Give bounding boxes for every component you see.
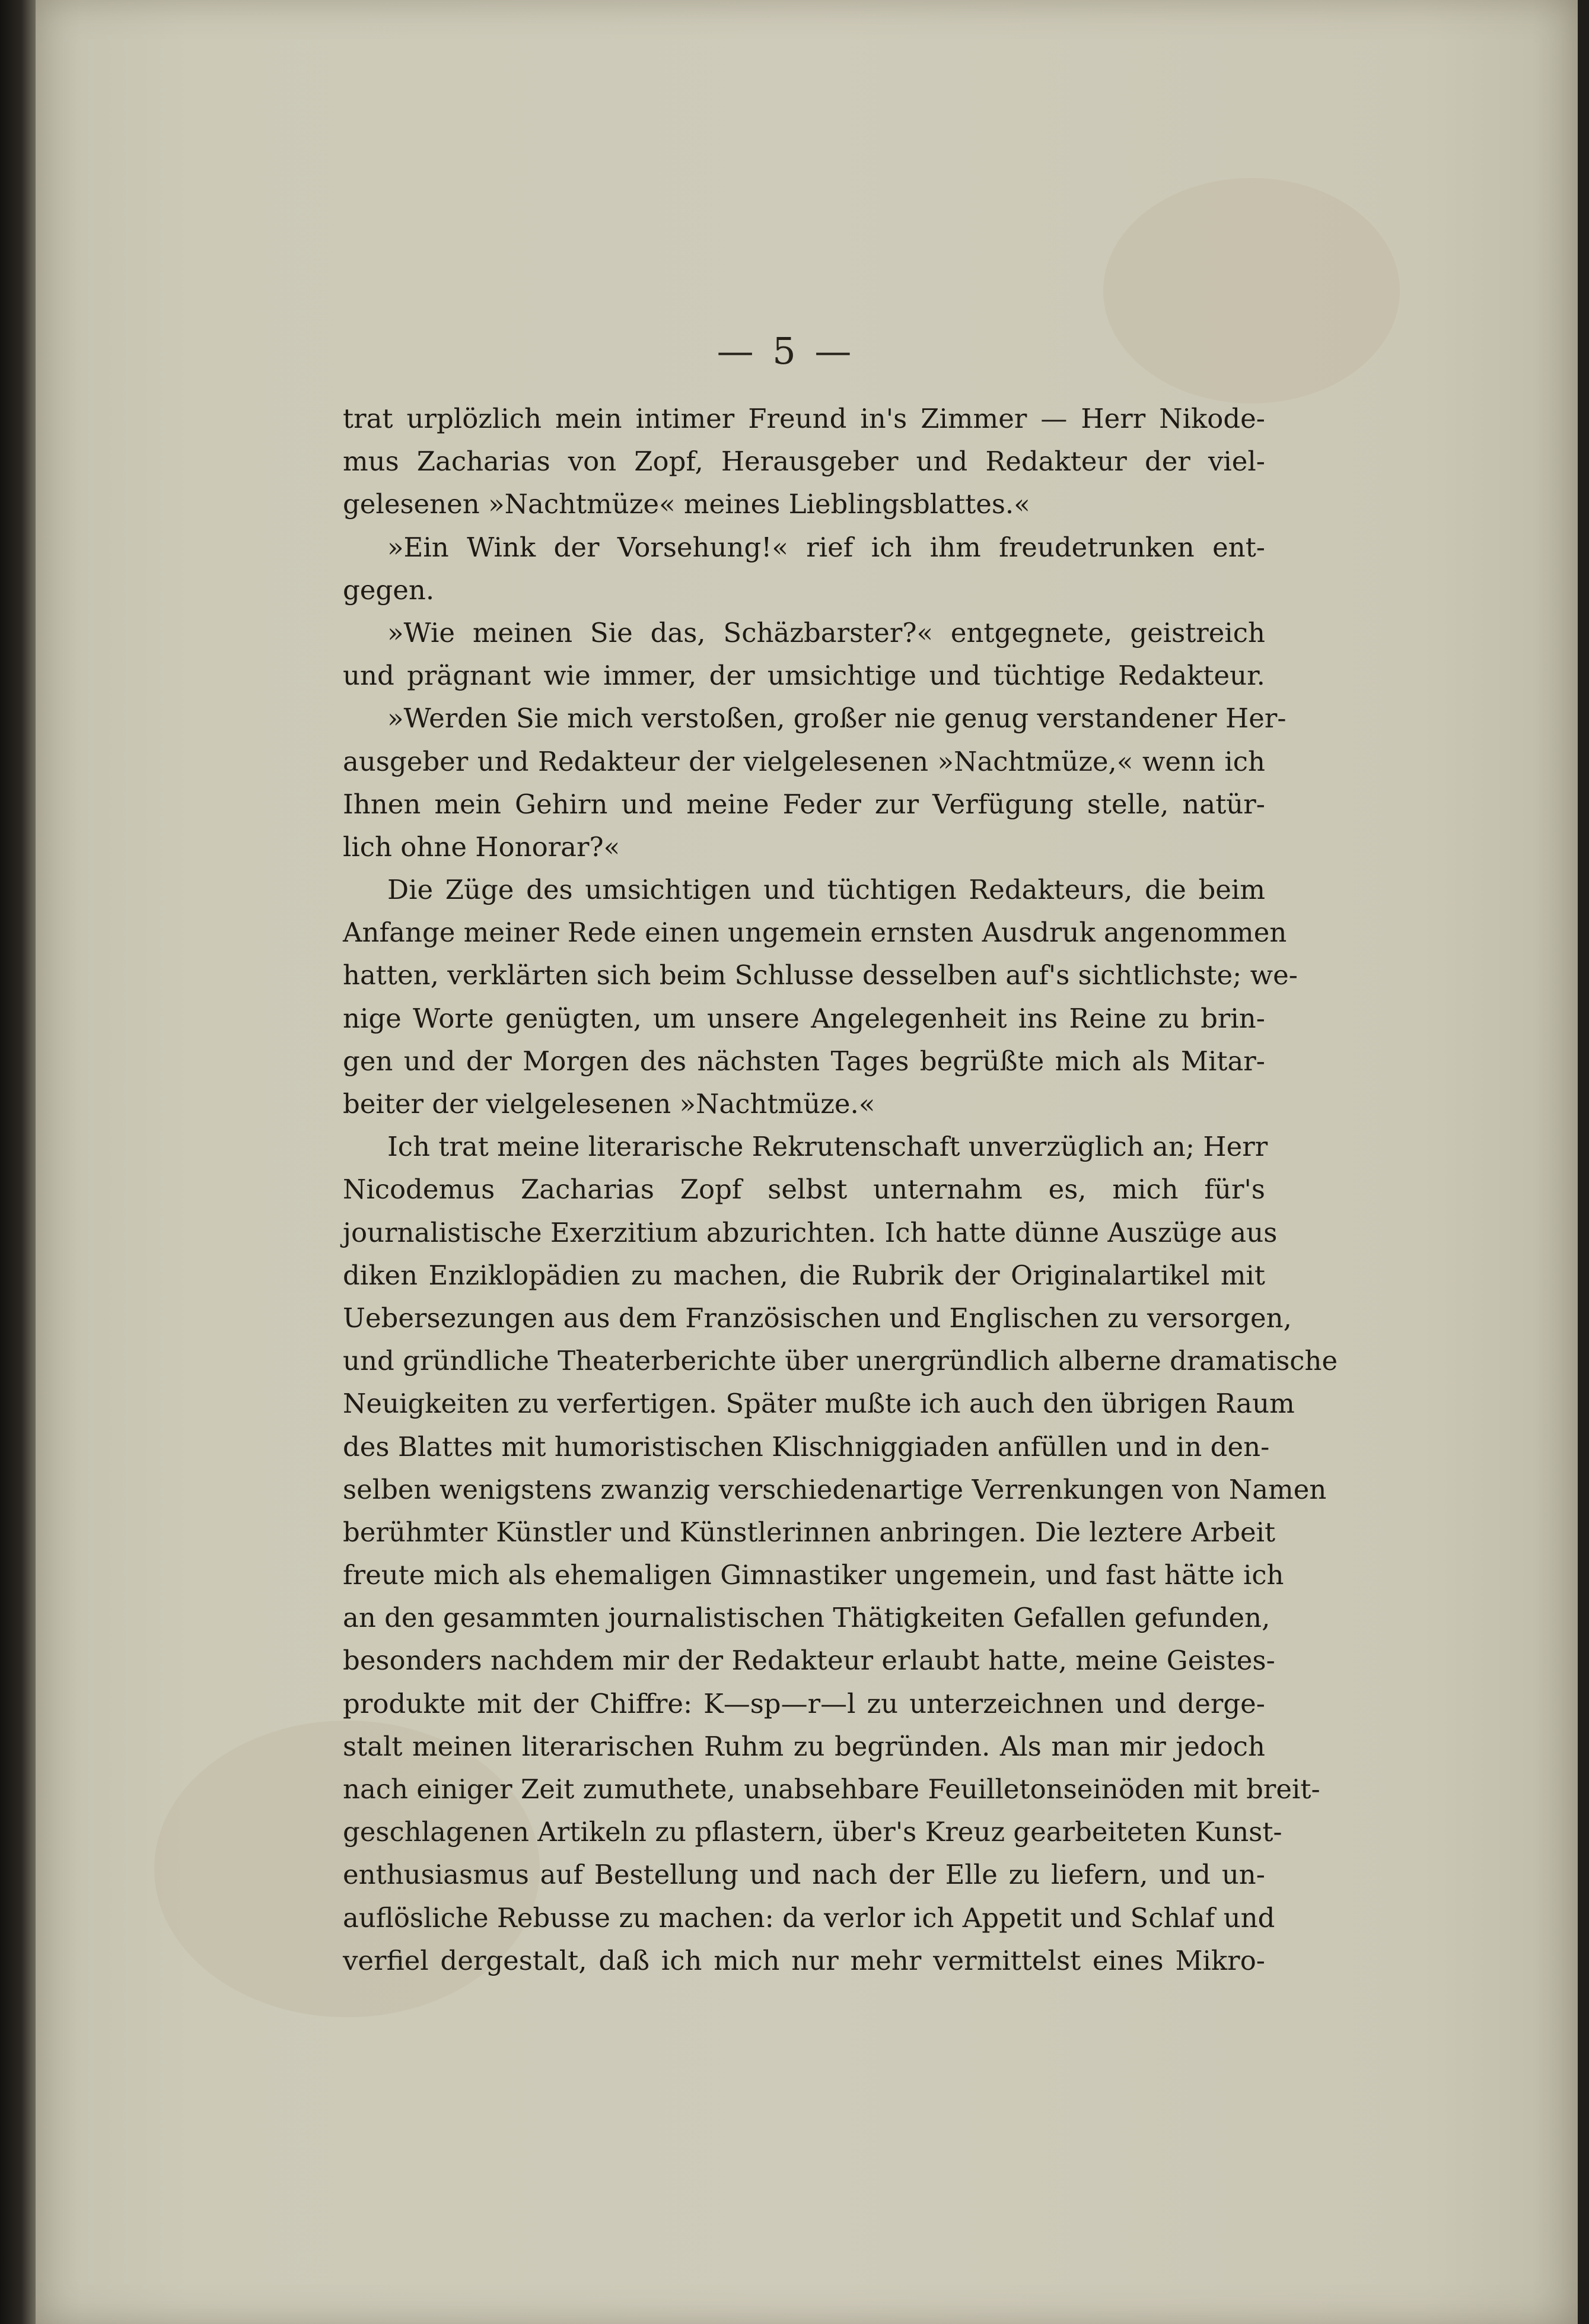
text-line: und gründliche Theaterberichte über unergründlich alberne dramatische (343, 1345, 1338, 1377)
text-line: nach einiger Zeit zumuthete, unabsehbare Feuilletonseinöden mit breit- (343, 1773, 1320, 1805)
text-line: Anfange meiner Rede einen ungemein ernsten Ausdruk angenommen (343, 917, 1287, 949)
body-text (343, 398, 1338, 1982)
text-line: an den gesammten journalistischen Thätigkeiten Gefallen gefunden, (343, 1602, 1270, 1634)
text-line: selben wenigstens zwanzig verschiedenartige Verrenkungen von Namen (343, 1473, 1327, 1505)
text-line: freute mich als ehemaligen Gimnastiker ungemein, und fast hätte ich (343, 1559, 1284, 1591)
text-line: hatten, verklärten sich beim Schlusse desselben auf's sichtlichste; we- (343, 959, 1298, 991)
text-line: produkte mit der Chiffre: K—sp—r—l zu unterzeichnen und derge- (343, 1687, 1265, 1719)
text-line: gegen. (343, 574, 435, 606)
text-line: Uebersezungen aus dem Französischen und Englischen zu versorgen, (343, 1302, 1292, 1334)
text-line: Ich trat meine literarische Rekrutenschaft unverzüglich an; Herr (387, 1131, 1268, 1163)
text-line: lich ohne Honorar?« (343, 831, 620, 863)
text-line: enthusiasmus auf Bestellung und nach der Elle zu liefern, und un- (343, 1859, 1265, 1891)
text-line: geschlagenen Artikeln zu pflastern, über's Kreuz gearbeiteten Kunst- (343, 1816, 1282, 1848)
text-line: Die Züge des umsichtigen und tüchtigen Redakteurs, die beim (387, 874, 1265, 906)
text-line: nige Worte genügten, um unsere Angelegenheit ins Reine zu brin- (343, 1002, 1265, 1034)
text-line: mus Zacharias von Zopf, Herausgeber und Redakteur der viel- (343, 446, 1265, 478)
text-line: diken Enziklopädien zu machen, die Rubrik der Originalartikel mit (343, 1259, 1265, 1291)
text-line: ausgeber und Redakteur der vielgelesenen »Nachtmüze,« wenn ich (343, 745, 1265, 777)
text-line: Nicodemus Zacharias Zopf selbst unternahm es, mich für's (343, 1174, 1265, 1206)
text-line: stalt meinen literarischen Ruhm zu begründen. Als man mir jedoch (343, 1730, 1265, 1762)
text-line: gelesenen »Nachtmüze« meines Lieblingsblattes.« (343, 488, 1030, 520)
text-line: »Ein Wink der Vorsehung!« rief ich ihm freudetrunken ent- (387, 531, 1265, 563)
text-line: des Blattes mit humoristischen Klischniggiaden anfüllen und in den- (343, 1430, 1270, 1463)
text-line: gen und der Morgen des nächsten Tages begrüßte mich als Mitar- (343, 1045, 1265, 1077)
text-line: besonders nachdem mir der Redakteur erlaubt hatte, meine Geistes- (343, 1645, 1275, 1677)
text-line: verfiel dergestalt, daß ich mich nur mehr vermittelst eines Mikro- (343, 1944, 1265, 1976)
text-line: auflösliche Rebusse zu machen: da verlor ich Appetit und Schlaf und (343, 1902, 1275, 1934)
text-line: journalistische Exerzitium abzurichten. Ich hatte dünne Auszüge aus (343, 1216, 1278, 1248)
text-line: »Wie meinen Sie das, Schäzbarster?« entgegnete, geistreich (387, 616, 1265, 648)
text-line: »Werden Sie mich verstoßen, großer nie genug verstandener Her- (387, 702, 1287, 735)
text-line: beiter der vielgelesenen »Nachtmüze.« (343, 1088, 875, 1120)
text-line: trat urplözlich mein intimer Freund in's Zimmer — Herr Nikode- (343, 403, 1265, 434)
page-number: — 5 — (717, 329, 855, 373)
text-line: berühmter Künstler und Künstlerinnen anbringen. Die leztere Arbeit (343, 1516, 1276, 1548)
text-line: Neuigkeiten zu verfertigen. Später mußte ich auch den übrigen Raum (343, 1388, 1295, 1420)
text-line: Ihnen mein Gehirn und meine Feder zur Verfügung stelle, natür- (343, 788, 1265, 820)
text-line: und prägnant wie immer, der umsichtige und tüchtige Redakteur. (343, 660, 1265, 692)
